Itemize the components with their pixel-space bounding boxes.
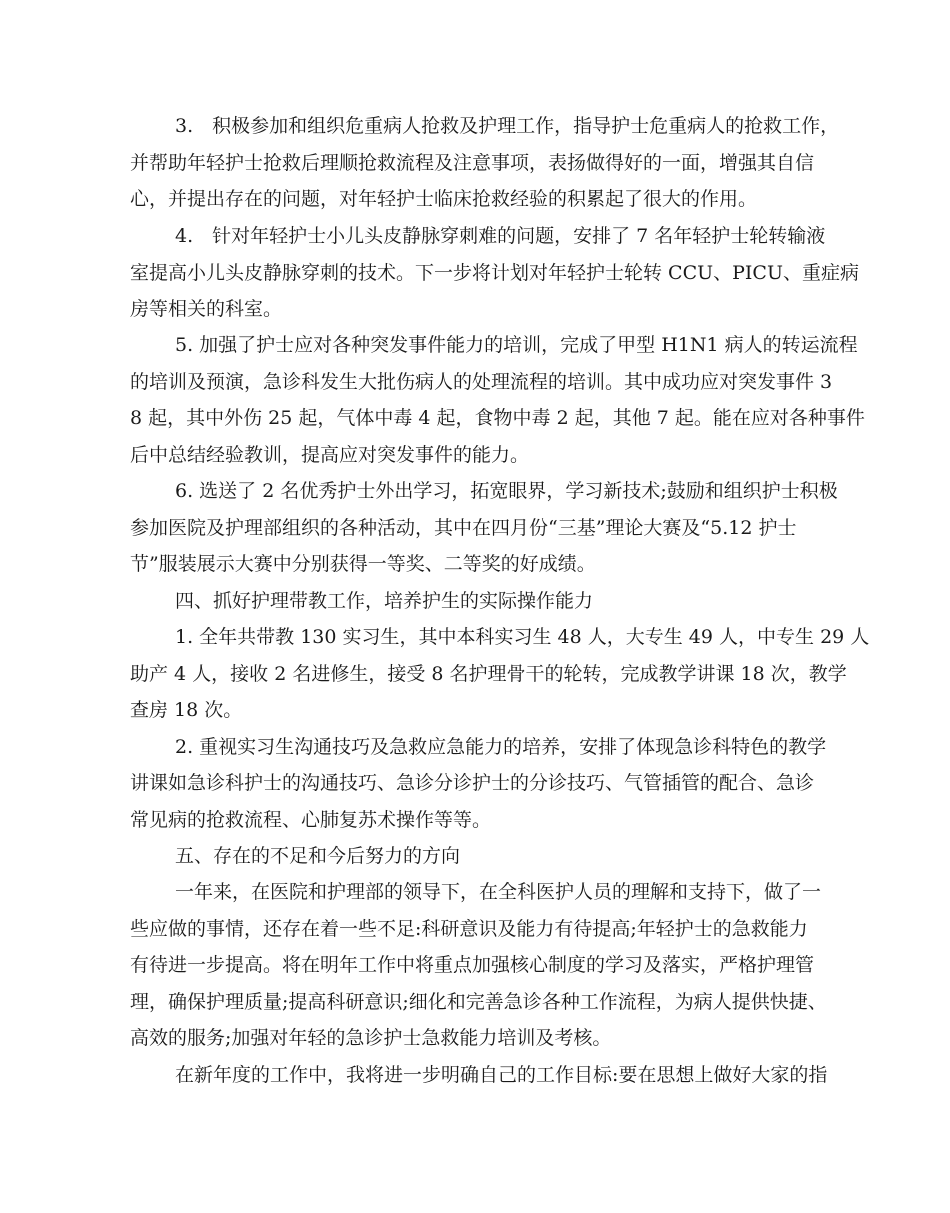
paragraph-item-3-line-1: 3. 积极参加和组织危重病人抢救及护理工作，指导护士危重病人的抢救工作，: [175, 115, 840, 137]
paragraph-summary-line-2: 些应做的事情，还存在着一些不足:科研意识及能力有待提高;年轻护士的急救能力: [130, 918, 808, 940]
paragraph-teach-1-line-1: 1. 全年共带教 130 实习生，其中本科实习生 48 人，大专生 49 人，中专生 29 人: [175, 626, 870, 648]
paragraph-summary-line-4: 理，确保护理质量;提高科研意识;细化和完善急诊各种工作流程，为病人提供快捷、: [130, 991, 827, 1013]
paragraph-item-4-line-2: 室提高小儿头皮静脉穿刺的技术。下一步将计划对年轻护士轮转 CCU、PICU、重症病: [130, 262, 859, 284]
paragraph-teach-1-line-2: 助产 4 人，接收 2 名进修生，接受 8 名护理骨干的轮转，完成教学讲课 18 次，教学: [130, 663, 847, 685]
paragraph-teach-2-line-2: 讲课如急诊科护士的沟通技巧、急诊分诊护士的分诊技巧、气管插管的配合、急诊: [130, 772, 815, 794]
paragraph-summary-line-5: 高效的服务;加强对年轻的急诊护士急救能力培训及考核。: [130, 1027, 612, 1049]
paragraph-summary-line-1: 一年来，在医院和护理部的领导下，在全科医护人员的理解和支持下，做了一: [175, 881, 822, 903]
paragraph-item-4-line-1: 4. 针对年轻护士小儿头皮静脉穿刺难的问题，安排了 7 名年轻护士轮转输液: [175, 225, 826, 247]
paragraph-new-year-line-1: 在新年度的工作中，我将进一步明确自己的工作目标:要在思想上做好大家的指: [175, 1064, 828, 1086]
paragraph-item-6-line-3: 节”服装展示大赛中分别获得一等奖、二等奖的好成绩。: [130, 553, 596, 575]
paragraph-item-5-line-2: 的培训及预演，急诊科发生大批伤病人的处理流程的培训。其中成功应对突发事件 3: [130, 371, 833, 393]
paragraph-item-3-line-2: 并帮助年轻护士抢救后理顺抢救流程及注意事项，表扬做得好的一面，增强其自信: [130, 152, 815, 174]
paragraph-teach-1-line-3: 查房 18 次。: [130, 699, 243, 721]
paragraph-item-4-line-3: 房等相关的科室。: [130, 298, 283, 320]
paragraph-item-5-line-1: 5. 加强了护士应对各种突发事件能力的培训，完成了甲型 H1N1 病人的转运流程: [175, 334, 858, 356]
paragraph-item-6-line-1: 6. 选送了 2 名优秀护士外出学习，拓宽眼界，学习新技术;鼓励和组织护士积极: [175, 480, 838, 502]
paragraph-item-5-line-4: 后中总结经验教训，提高应对突发事件的能力。: [130, 444, 530, 466]
paragraph-teach-2-line-1: 2. 重视实习生沟通技巧及急救应急能力的培养，安排了体现急诊科特色的教学: [175, 736, 827, 758]
paragraph-item-5-line-3: 8 起，其中外伤 25 起，气体中毒 4 起，食物中毒 2 起，其他 7 起。能在应对各种事件: [130, 407, 865, 429]
paragraph-item-6-line-2: 参加医院及护理部组织的各种活动，其中在四月份“三基”理论大赛及“5.12 护士: [130, 517, 797, 539]
paragraph-heading-4-line-1: 四、抓好护理带教工作，培养护生的实际操作能力: [175, 590, 594, 612]
paragraph-heading-5-line-1: 五、存在的不足和今后努力的方向: [175, 845, 461, 867]
paragraph-item-3-line-3: 心，并提出存在的问题，对年轻护士临床抢救经验的积累起了很大的作用。: [130, 188, 758, 210]
paragraph-summary-line-3: 有待进一步提高。将在明年工作中将重点加强核心制度的学习及落实，严格护理管: [130, 954, 815, 976]
paragraph-teach-2-line-3: 常见病的抢救流程、心肺复苏术操作等等。: [130, 809, 492, 831]
